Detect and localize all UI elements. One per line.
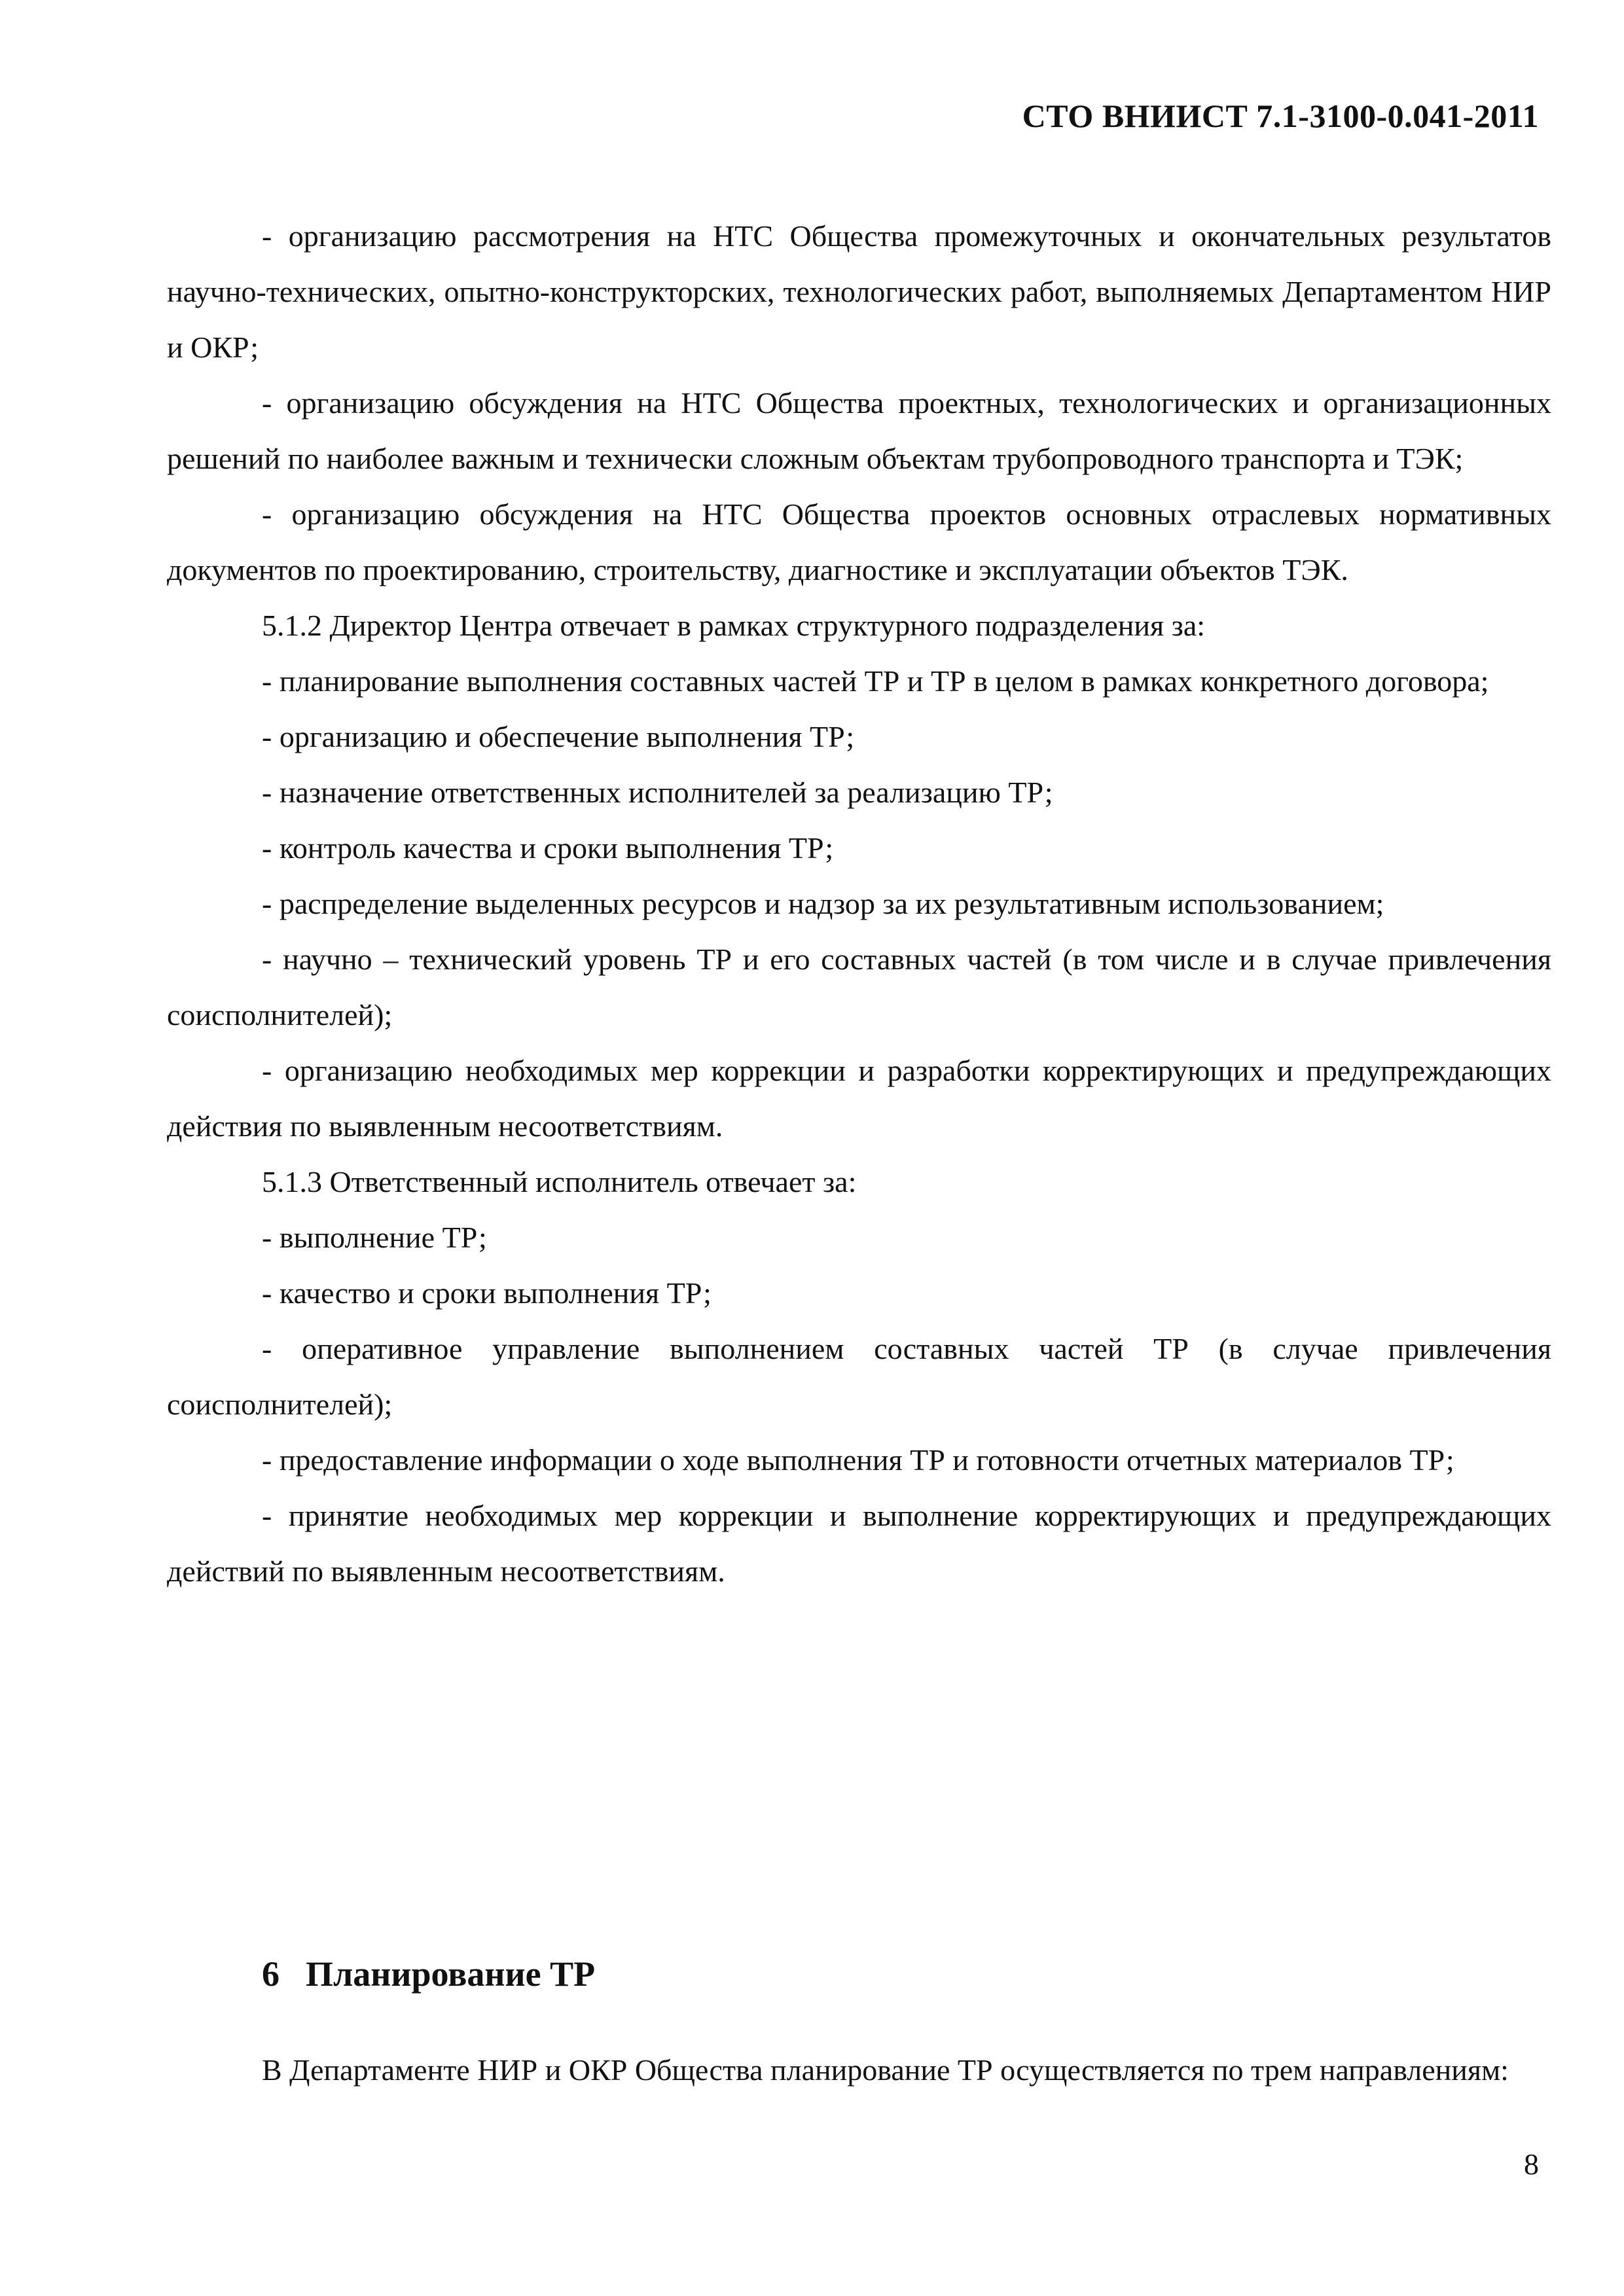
paragraph: - организацию обсуждения на НТС Общества проектных, технологических и организационных решений по наиболее важным и технически сложным объектам трубопроводного транспорта и ТЭК; bbox=[167, 386, 1551, 475]
clause-5-1-3: 5.1.3 Ответственный исполнитель отвечает за: bbox=[262, 1165, 857, 1198]
section-title: Планирование ТР bbox=[306, 1954, 596, 1994]
paragraph: - принятие необходимых мер коррекции и выполнение корректирующих и предупреждающих действий по выявленным несоответствиям. bbox=[167, 1499, 1551, 1588]
paragraph: - оперативное управление выполнением составных частей ТР (в случае привлечения соисполнителей); bbox=[167, 1332, 1551, 1421]
section-number: 6 bbox=[262, 1954, 280, 1994]
section-intro: В Департаменте НИР и ОКР Общества планирование ТР осуществляется по трем направлениям: bbox=[262, 2053, 1509, 2087]
page-number: 8 bbox=[1524, 2147, 1539, 2181]
paragraph: - планирование выполнения составных частей ТР и ТР в целом в рамках конкретного договора; bbox=[262, 664, 1489, 698]
paragraph: - выполнение ТР; bbox=[262, 1221, 487, 1254]
paragraph: - предоставление информации о ходе выполнения ТР и готовности отчетных материалов ТР; bbox=[262, 1443, 1454, 1477]
clause-5-1-2: 5.1.2 Директор Центра отвечает в рамках структурного подразделения за: bbox=[262, 609, 1206, 642]
paragraph: - организацию необходимых мер коррекции и разработки корректирующих и предупреждающих действия по выявленным несоответствиям. bbox=[167, 1054, 1551, 1143]
paragraph: - назначение ответственных исполнителей за реализацию ТР; bbox=[262, 776, 1053, 809]
body-text bbox=[167, 208, 1551, 1599]
section-intro-block bbox=[167, 2042, 1551, 2098]
paragraph: - научно – технический уровень ТР и его составных частей (в том числе и в случае привлечения соисполнителей); bbox=[167, 942, 1551, 1031]
section-heading bbox=[262, 1954, 595, 1994]
paragraph: - распределение выделенных ресурсов и надзор за их результативным использованием; bbox=[262, 887, 1384, 920]
document-code-header: СТО ВНИИСТ 7.1-3100-0.041-2011 bbox=[1022, 98, 1539, 134]
paragraph: - организацию рассмотрения на НТС Общества промежуточных и окончательных результатов научно-технических, опытно-конструкторских, технологических работ, выполняемых Департаментом НИР и ОКР; bbox=[167, 219, 1551, 364]
paragraph: - организацию обсуждения на НТС Общества проектов основных отраслевых нормативных документов по проектированию, строительству, диагностике и эксплуатации объектов ТЭК. bbox=[167, 497, 1551, 586]
paragraph: - контроль качества и сроки выполнения ТР; bbox=[262, 831, 834, 865]
paragraph: - организацию и обеспечение выполнения ТР; bbox=[262, 720, 855, 753]
paragraph: - качество и сроки выполнения ТР; bbox=[262, 1276, 712, 1310]
